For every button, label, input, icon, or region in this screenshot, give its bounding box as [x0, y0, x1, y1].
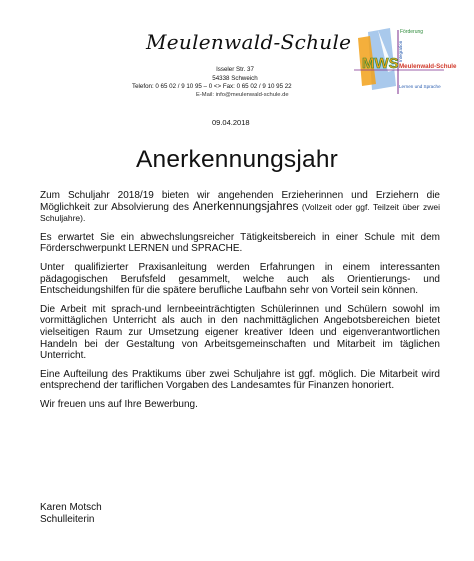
paragraph-1-text: Zum Schuljahr 2018/19 bieten wir angehenden Erzieherinnen und Erziehern die Möglichkeit zur Absolvierung des	[40, 190, 440, 213]
school-logo	[350, 24, 457, 100]
paragraph-4: Die Arbeit mit sprach-und lernbeeinträchtigten Schülerinnen und Schülern sowohl im vormittäglichen Unterricht als auch in den nachmittäglichen Angebotsbereichen bietet vielseitigen Raum zur Umsetzung eigener kreativer Ideen und eigenverantwortlichen Handeln bei der Gestaltung von Arbeitsgemeinschaften und Mitarbeit im täglichen Unterricht.	[40, 303, 440, 362]
paragraph-5: Eine Aufteilung des Praktikums über zwei Schuljahre ist ggf. möglich. Die Mitarbeit wird entsprechend der tariflichen Vorgaben des Landesamtes für Finanzen honoriert.	[40, 368, 440, 392]
document-date: 09.04.2018	[212, 118, 250, 127]
paragraph-1	[40, 190, 440, 225]
street-address: Isseler Str. 37	[216, 66, 254, 73]
letter-body	[40, 190, 440, 418]
signature-name: Karen Motsch	[40, 502, 102, 513]
logo-bottom-label: Lernen und Sprache	[399, 84, 441, 89]
paragraph-1-emphasis: Anerkennungsjahres	[192, 200, 299, 213]
logo-top-label: Förderung	[400, 29, 424, 35]
email-line: E-Mail: info@meulenwald-schule.de	[196, 92, 289, 98]
paragraph-6: Wir freuen uns auf Ihre Bewerbung.	[40, 398, 198, 410]
signature-role: Schulleiterin	[40, 514, 95, 525]
paragraph-3: Unter qualifizierter Praxisanleitung werden Erfahrungen in einem interessanten pädagogischen Berufsfeld gesammelt, welche auch als Orientierungs- und Entscheidungshilfen für die spätere berufliche Laufbahn sehr von Vorteil sein können.	[40, 261, 440, 297]
city-address: 54338 Schweich	[212, 75, 258, 82]
page-title: Anerkennungsjahr	[135, 146, 339, 173]
paragraph-2: Es erwartet Sie ein abwechslungsreicher Tätigkeitsbereich in einer Schule mit dem Förderschwerpunkt LERNEN und SPRACHE.	[40, 231, 440, 255]
school-name-heading: Meulenwald-Schule	[146, 30, 352, 54]
contact-line: Telefon: 0 65 02 / 9 10 95 – 0 <> Fax: 0 65 02 / 9 10 95 22	[132, 83, 292, 90]
logo-side-label: Integration	[398, 40, 403, 62]
logo-school-name: Meulenwald-Schule	[399, 63, 457, 70]
signature-block	[40, 502, 102, 526]
paragraph-1-note: (Vollzeit oder ggf. Teilzeit über zwei Schuljahre).	[40, 201, 440, 224]
logo-letters: MWS	[362, 55, 399, 72]
